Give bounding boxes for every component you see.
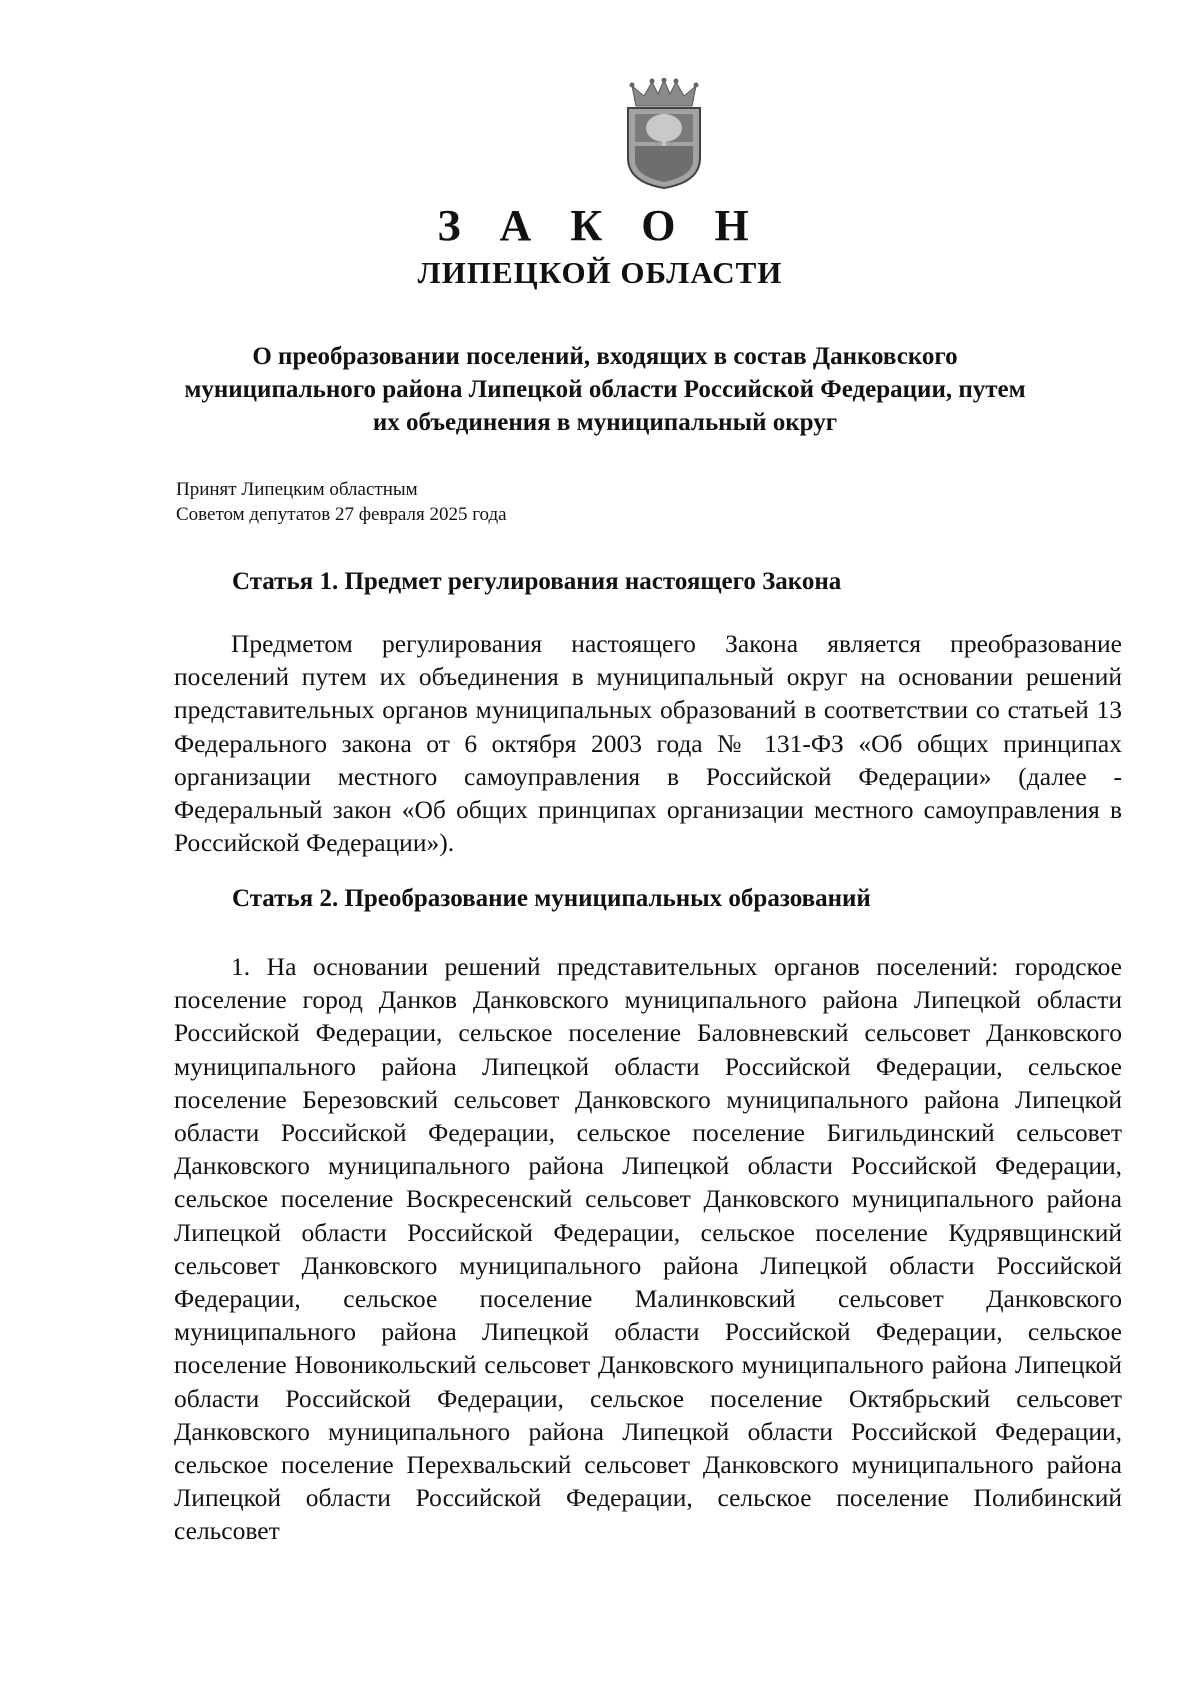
adoption-line-1: Принят Липецким областным: [176, 479, 418, 500]
document-title: З А К О Н: [437, 201, 763, 250]
article-1-text: Предметом регулирования настоящего Закона является преобразование поселений путем их объединения в муниципальный округ на основании решений представительных органов муниципальных образований в соответствии со статьей 13 Федерального закона от 6 октября 2003 года № 131-ФЗ «Об общих принципах организации местного самоуправления в Российской Федерации» (далее - Федеральный закон «Об общих принципах организации местного самоуправления в Российской Федерации»).: [174, 629, 1122, 858]
document-subtitle: ЛИПЕЦКОЙ ОБЛАСТИ: [417, 255, 783, 290]
lipetsk-region-coat-of-arms-icon: [622, 78, 706, 190]
law-title: О преобразовании поселений, входящих в состав Данковского муниципального района Липецкой области Российской Федерации, путем их объединения в муниципальный округ: [184, 343, 1026, 436]
article-1-heading: Статья 1. Предмет регулирования настоящего Закона: [232, 568, 842, 595]
adoption-line-2: Советом депутатов 27 февраля 2025 года: [176, 504, 507, 525]
article-2-heading: Статья 2. Преобразование муниципальных образований: [232, 885, 871, 912]
adoption-note: [176, 477, 507, 527]
article-2-text: 1. На основании решений представительных органов поселений: городское поселение город Данков Данковского муниципального района Липецкой области Российской Федерации, сельское поселение Баловневский сельсовет Данковского муниципального района Липецкой области Российской Федерации, сельское поселение Березовский сельсовет Данковского муниципального района Липецкой области Российской Федерации, сельское поселение Бигильдинский сельсовет Данковского муниципального района Липецкой области Российской Федерации, сельское поселение Воскресенский сельсовет Данковского муниципального района Липецкой области Российской Федерации, сельское поселение Кудрявщинский сельсовет Данковского муниципального района Липецкой области Российской Федерации, сельское поселение Малинковский сельсовет Данковского муниципального района Липецкой области Российской Федерации, сельское поселение Новоникольский сельсовет Данковского муниципального района Липецкой области Российской Федерации, сельское поселение Октябрьский сельсовет Данковского муниципального района Липецкой области Российской Федерации, сельское поселение Перехвальский сельсовет Данковского муниципального района Липецкой области Российской Федерации, сельское поселение Полибинский сельсовет: [174, 952, 1122, 1546]
